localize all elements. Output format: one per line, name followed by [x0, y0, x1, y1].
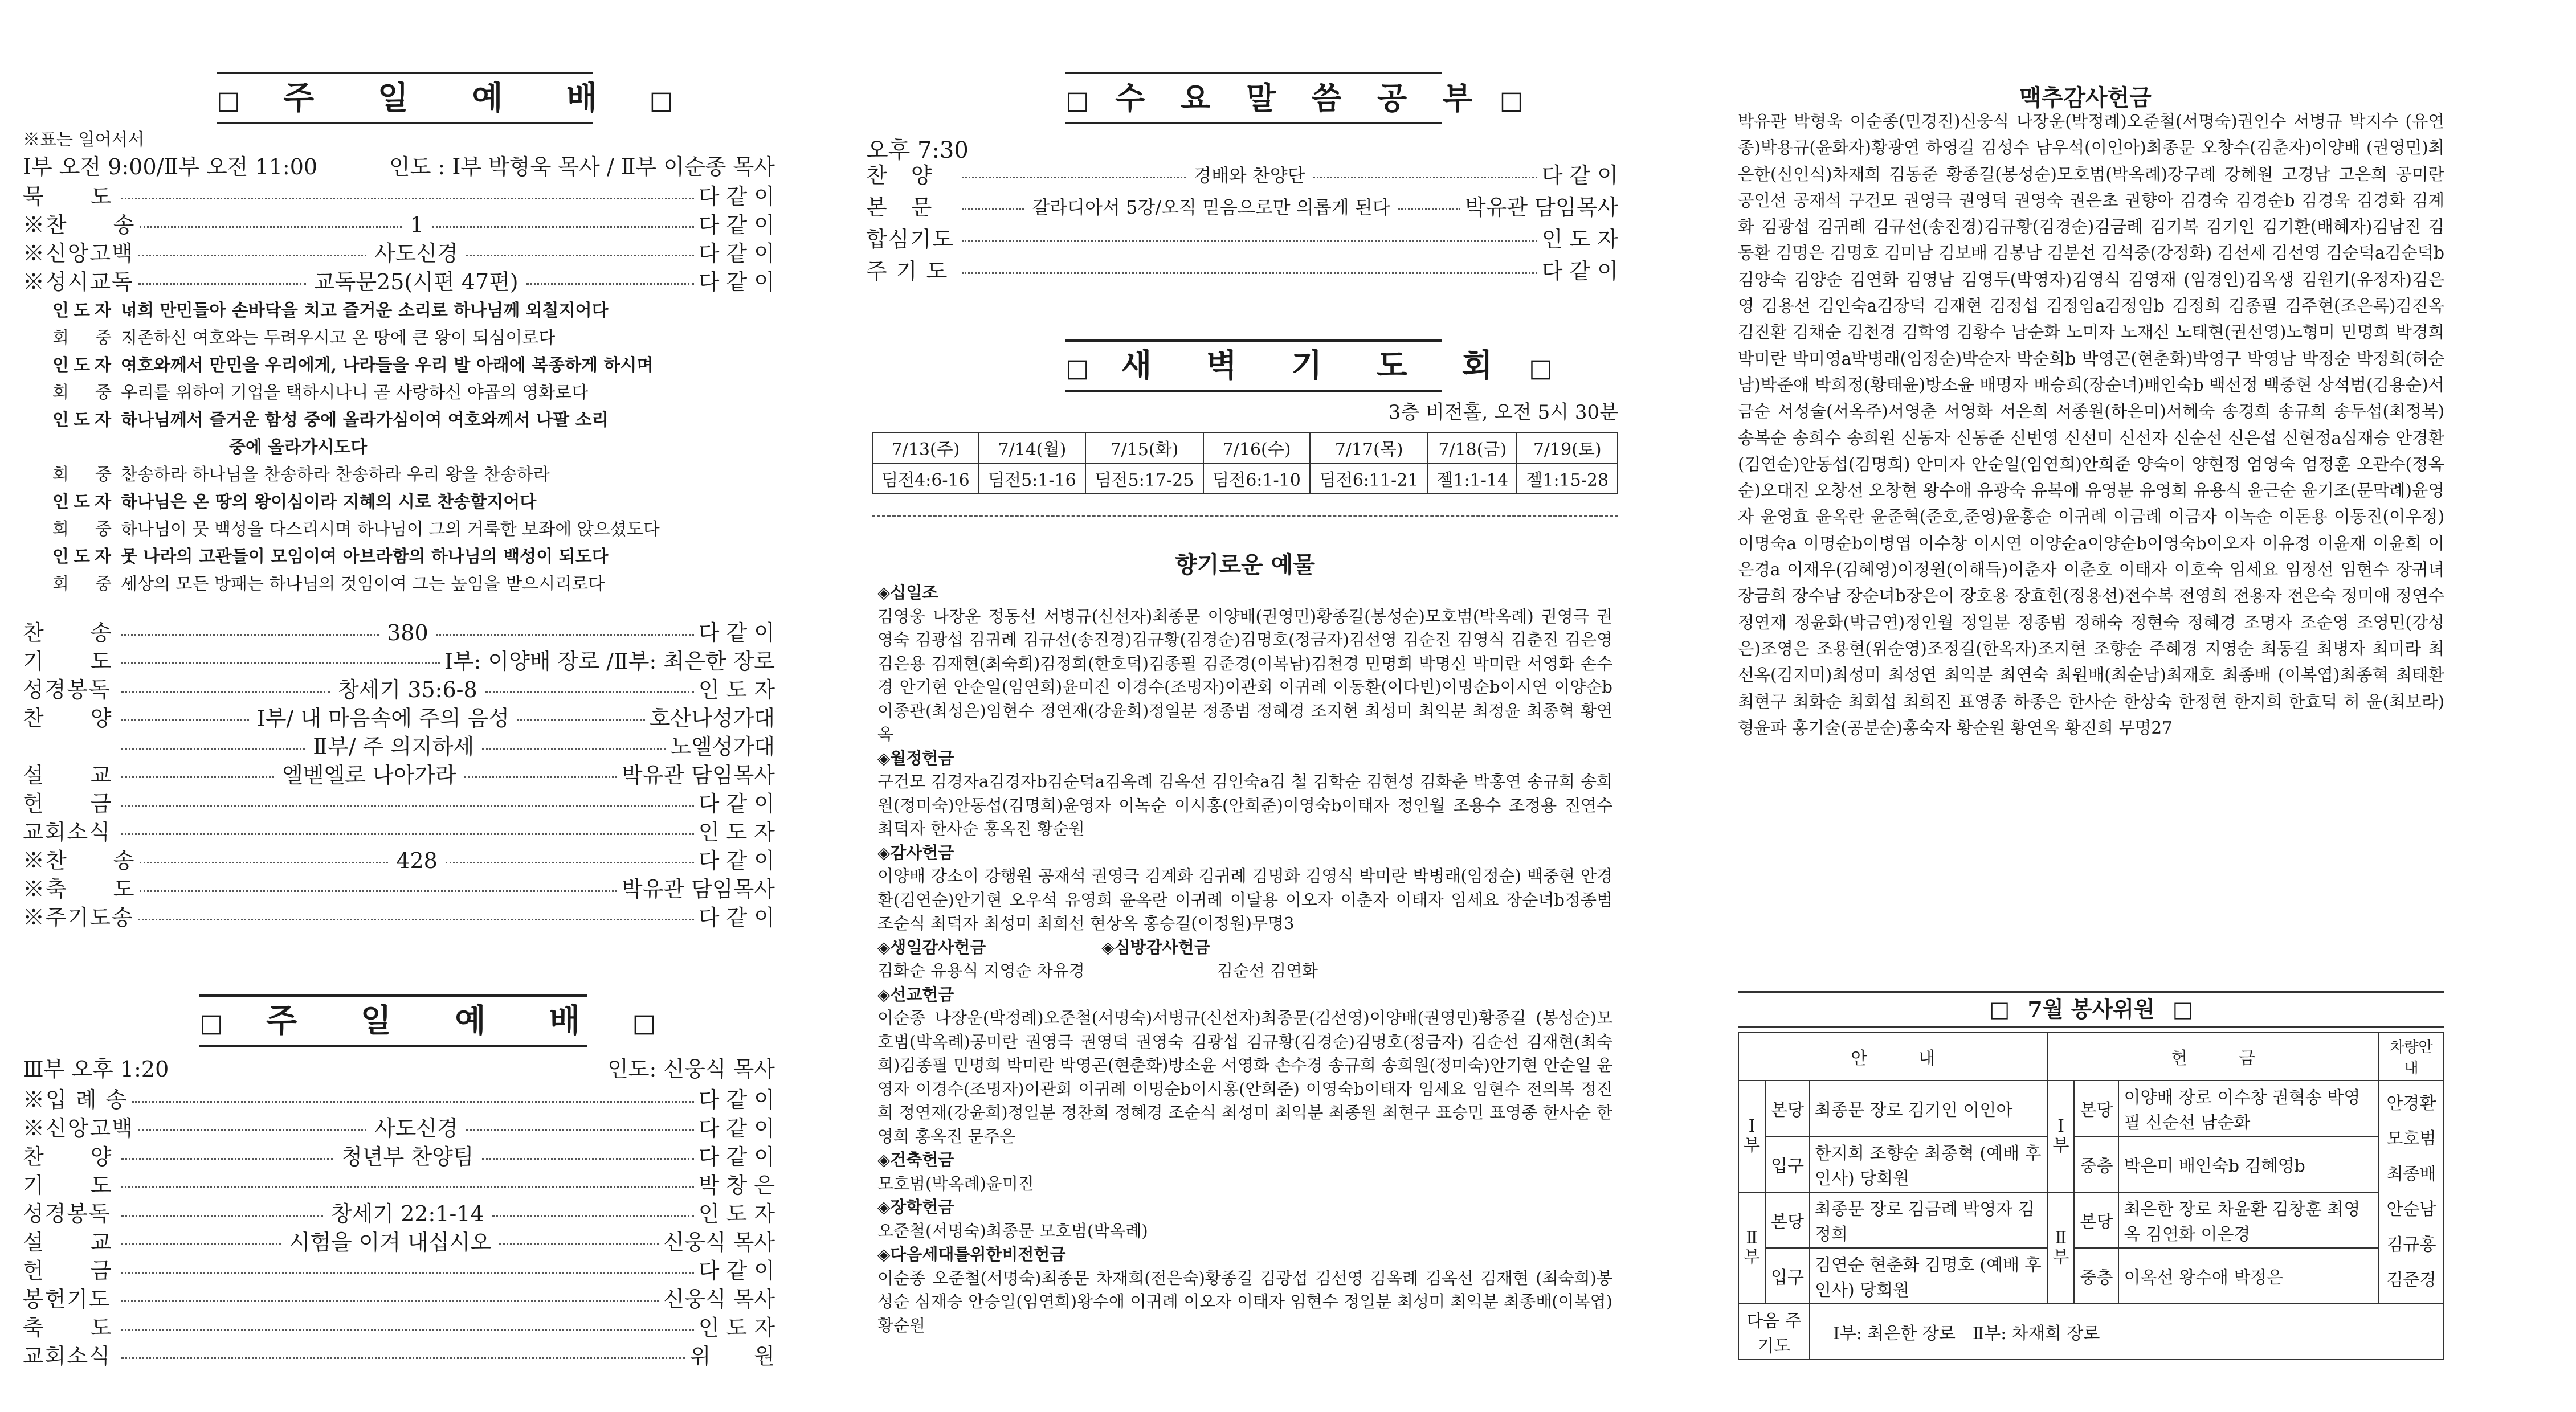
dawn-passage: 젤1:15-28 [1517, 463, 1618, 494]
leader-dots [962, 208, 1024, 210]
leader-dots [1398, 208, 1460, 210]
litany-speaker: 회 중 : [52, 383, 137, 403]
item-label: 본 문 [866, 195, 933, 220]
pm-time: Ⅲ부 오후 1:20 [23, 1057, 169, 1082]
litany-line [23, 571, 775, 598]
item-label: ※신앙고백 [23, 241, 134, 266]
entrance-label: 입구 [1765, 1248, 1810, 1304]
leader-dots [140, 890, 617, 892]
item-label: 찬 양 [23, 1144, 113, 1169]
worship-item [23, 818, 775, 846]
entrance-label: 입구 [1765, 1136, 1810, 1192]
leader-dots [121, 1329, 694, 1331]
offering-category: ◈생일감사헌금 ◈심방감사헌금 [877, 937, 1210, 957]
item-label: 기 도 [23, 1173, 113, 1198]
litany-speaker: 인도자 : [52, 355, 137, 375]
leader-dots [526, 283, 694, 285]
item-label: ※찬 송 [23, 212, 136, 238]
item-person: 다 같 이 [698, 905, 775, 930]
main-hall-label: 본당 [2074, 1192, 2118, 1248]
leader-dots [121, 1158, 333, 1160]
p1-offering-hall: 이양배 장로 이수창 권혁송 박영필 신순선 남순화 [2118, 1081, 2379, 1136]
litany-text: 찬송하라 하나님을 찬송하라 찬송하라 우리 왕을 찬송하라 [121, 465, 550, 485]
item-detail: 사도신경 [374, 1116, 458, 1141]
wednesday-item [866, 159, 1618, 191]
item-person: 다 같 이 [698, 1144, 775, 1169]
part1-label: Ⅰ부 [1738, 1081, 1765, 1192]
offering-category: ◈월정헌금 [877, 748, 954, 768]
dawn-day: 7/18(금) [1428, 432, 1517, 463]
dawn-passage: 젤1:1-14 [1428, 463, 1517, 494]
item-person: 다 같 이 [698, 1087, 775, 1112]
offering-names: 이순종 오준철(서명숙)최종문 차재희(전은숙)황종길 김광섭 김선영 김옥례 김옥선 김재현 (최숙희)봉성순 심재승 안승일(임연희)왕수애 이귀례 이오자 이태자 임현수 정일분 최성미 최익분 최종배(이복엽)황순원 [877, 1268, 1612, 1335]
leader-dots [138, 283, 306, 285]
item-person: 다 같 이 [698, 1116, 775, 1141]
leader-dots [121, 1186, 694, 1188]
dawn-passage: 딤전4:6-16 [872, 463, 979, 494]
volunteers-table [1738, 1032, 2444, 1360]
wednesday-item [866, 191, 1618, 223]
offering-names: 오준철(서명숙)최종문 모호범(박옥례) [877, 1221, 1148, 1241]
item-detail: 갈라디아서 5강/오직 믿음으로만 의롭게 된다 [1032, 197, 1390, 218]
worship-item [23, 1086, 775, 1114]
p2-guide-entrance: 김연순 현춘화 김명호 (예배 후 인사) 당회원 [1810, 1248, 2048, 1304]
dawn-passage: 딤전6:1-10 [1203, 463, 1310, 494]
pm-time-row [23, 1055, 775, 1083]
part2-label: Ⅱ부 [1738, 1192, 1765, 1304]
item-label: 설 교 [23, 763, 113, 788]
pm-order-of-worship [23, 1086, 775, 1370]
sunday-morning-column [23, 0, 781, 1412]
item-label: ※축 도 [23, 877, 136, 902]
item-person: 인 도 자 [698, 820, 775, 845]
item-person: 다 같 이 [698, 241, 775, 266]
dawn-day: 7/13(주) [872, 432, 979, 463]
offerings-list [877, 581, 1612, 1337]
header-car: 차량안내 [2379, 1033, 2444, 1081]
item-person: 다 같 이 [698, 848, 775, 873]
thanksgiving-column [1715, 0, 2456, 1412]
item-label: 찬 송 [23, 620, 113, 645]
litany-text: 여호와께서 만민을 우리에게, 나라들을 우리 발 아래에 복종하게 하시며 [121, 355, 654, 375]
p1-offering-mezzanine: 박은미 배인숙b 김혜영b [2118, 1136, 2379, 1192]
dawn-info: 3층 비전홀, 오전 5시 30분 [1388, 401, 1618, 424]
litany-text: 뭇 나라의 고관들이 모임이여 아브라함의 하나님의 백성이 되도다 [121, 547, 609, 567]
item-label: 찬 양 [866, 163, 933, 188]
service-leader: 인도 : Ⅰ부 박형욱 목사 / Ⅱ부 이순종 목사 [389, 154, 775, 179]
litany-line [23, 379, 775, 407]
worship-item [23, 1200, 775, 1228]
volunteers-title: □ 7월 봉사위원 □ [1738, 991, 2444, 1028]
service-time: Ⅰ부 오전 9:00/Ⅱ부 오전 11:00 [23, 154, 318, 179]
leader-dots [432, 226, 694, 228]
item-detail: 엘벧엘로 나아가라 [282, 763, 456, 788]
item-person: 신웅식 목사 [663, 1287, 775, 1312]
litany-line [23, 297, 775, 325]
worship-item [23, 1143, 775, 1171]
mezzanine-label: 중층 [2074, 1136, 2118, 1192]
item-person: 다 같 이 [698, 620, 775, 645]
litany-line [23, 461, 775, 489]
leader-dots [121, 805, 694, 807]
car-volunteer: 김규홍 [2386, 1235, 2436, 1255]
litany-text: 중에 올라가시도다 [229, 437, 368, 457]
leader-dots [121, 691, 330, 693]
p2-offering-mezzanine: 이옥선 왕수애 박정은 [2118, 1248, 2379, 1304]
item-person: 노엘성가대 [670, 734, 775, 759]
leader-dots [485, 691, 694, 693]
leader-dots [466, 255, 694, 256]
worship-item [23, 1257, 775, 1285]
pm-leader: 인도: 신웅식 목사 [607, 1057, 775, 1082]
litany-line [23, 352, 775, 379]
item-detail: 1 [410, 212, 424, 238]
offering-category: ◈십일조 [877, 583, 938, 602]
litany-text: 하나님이 뭇 백성을 다스리시며 하나님이 그의 거룩한 보좌에 앉으셨도다 [121, 519, 660, 539]
item-label: ※성시교독 [23, 269, 134, 294]
dawn-passage: 딤전5:1-16 [979, 463, 1085, 494]
weekday-column [866, 0, 1630, 1412]
main-hall-label: 본당 [1765, 1192, 1810, 1248]
leader-dots [138, 919, 694, 920]
worship-item [23, 704, 775, 732]
item-person: 박유관 담임목사 [621, 763, 775, 788]
item-label: 교회소식 [23, 820, 111, 845]
leader-dots [121, 1300, 659, 1302]
responsive-reading [23, 297, 775, 598]
item-detail: 428 [396, 848, 438, 873]
dawn-schedule-table [872, 432, 1618, 494]
worship-item [23, 182, 775, 211]
worship-item [23, 619, 775, 647]
leader-dots [1313, 177, 1537, 178]
offering-names: 이양배 강소이 강행원 공재석 권영극 김계화 김귀례 김명화 김영식 박미란 박병래(임정순) 백중현 안경환(김연순)안기현 오우석 유영희 윤옥란 이귀례 이달용 이오자 이춘자 이태자 임세요 장순녀b정종범 조순식 최덕자 최성미 최희선 현상옥 홍승길(이정원)무명3 [877, 866, 1612, 933]
p2-offering-hall: 최은한 장로 차윤환 김창훈 최영옥 김연화 이은경 [2118, 1192, 2379, 1248]
header-offering: 헌 금 [2048, 1033, 2379, 1081]
offering-names: 김화순 유용식 지영순 차유경 김순선 김연화 [877, 961, 1318, 980]
item-person: 인 도 자 [1541, 227, 1618, 252]
leader-dots [492, 1215, 694, 1217]
p1-guide-entrance: 한지희 조향순 최종혁 (예배 후 인사) 당회원 [1810, 1136, 2048, 1192]
item-person: 다 같 이 [698, 212, 775, 238]
dawn-day: 7/16(수) [1203, 432, 1310, 463]
offerings-title: 향기로운 예물 [1175, 551, 1315, 578]
wednesday-item [866, 223, 1618, 255]
next-prayer-label: 다음 주 기도 [1738, 1304, 1810, 1360]
leader-dots [121, 776, 274, 778]
worship-item [23, 761, 775, 789]
worship-item [23, 1313, 775, 1342]
litany-speaker: 회 중 : [52, 519, 137, 539]
item-person: Ⅰ부: 이양배 장로 /Ⅱ부: 최은한 장로 [444, 649, 775, 674]
leader-dots [140, 862, 388, 863]
item-detail: Ⅱ부/ 주 의지하세 [313, 734, 475, 759]
worship-item [23, 903, 775, 932]
item-person: 호산나성가대 [649, 706, 775, 731]
wednesday-time: 오후 7:30 [866, 137, 969, 163]
item-label: 봉헌기도 [23, 1287, 111, 1312]
leader-dots [446, 862, 694, 863]
leader-dots [962, 177, 1186, 178]
item-person: 다 같 이 [698, 791, 775, 816]
dawn-passage: 딤전6:11-21 [1310, 463, 1428, 494]
item-detail: 경배와 찬양단 [1194, 165, 1305, 186]
leader-dots [132, 1101, 693, 1103]
litany-text: 하나님은 온 땅의 왕이심이라 지혜의 시로 찬송할지어다 [121, 492, 537, 512]
offering-category: ◈건축헌금 [877, 1150, 954, 1169]
item-person: 다 같 이 [698, 184, 775, 209]
item-person: 박 창 은 [698, 1173, 775, 1198]
worship-item [23, 1228, 775, 1257]
leader-dots [464, 776, 617, 778]
car-volunteer: 모호범 [2386, 1129, 2436, 1149]
worship-item [23, 676, 775, 704]
dawn-passage: 딤전5:17-25 [1085, 463, 1203, 494]
item-label: 기 도 [23, 649, 113, 674]
offering-names: 모호범(박옥례)윤미진 [877, 1173, 1034, 1193]
mezzanine-label: 중층 [2074, 1248, 2118, 1304]
leader-dots [121, 748, 305, 750]
litany-speaker: 인도자 : [52, 410, 137, 430]
worship-item [23, 1285, 775, 1313]
litany-text: 하나님께서 즐거운 함성 중에 올라가심이여 여호와께서 나팔 소리 [121, 410, 609, 430]
p2-guide-hall: 최종문 장로 김금례 박영자 김정희 [1810, 1192, 2048, 1248]
offering-category: ◈감사헌금 [877, 842, 954, 862]
worship-item [23, 647, 775, 676]
item-label: ※찬 송 [23, 848, 136, 873]
item-label: ※신앙고백 [23, 1116, 134, 1141]
litany-line [23, 407, 775, 434]
litany-speaker: 회 중 : [52, 328, 137, 348]
leader-dots [482, 1158, 694, 1160]
item-person: 다 같 이 [1541, 259, 1618, 284]
car-volunteer: 최종배 [2386, 1164, 2436, 1184]
litany-text: 지존하신 여호와는 두려우시고 온 땅에 큰 왕이 되심이로다 [121, 328, 556, 348]
wednesday-order [866, 159, 1618, 287]
next-prayer: Ⅰ부: 최은한 장로 Ⅱ부: 차재희 장로 [1810, 1304, 2444, 1360]
litany-speaker: 인도자 : [52, 301, 137, 321]
litany-line [23, 325, 775, 352]
leader-dots [499, 1243, 659, 1245]
item-label: 묵 도 [23, 184, 113, 209]
item-detail: 사도신경 [374, 241, 458, 266]
litany-text: 우리를 위하여 기업을 택하시나니 곧 사랑하신 야곱의 영화로다 [121, 383, 589, 403]
offering-names: 이순종 나장운(박정례)오준철(서명숙)서병규(신선자)최종문(김선영)이양배(권영민)황종길 (봉성순)모호범(박옥례)공미란 권영극 권영덕 권영숙 김광섭 김규황(김경순)김명호(정금자) 김순선 김재현(최숙희)김종필 민명희 박미란 박영곤(현춘화)방소윤 서영화 손수경 송규희 송희원(정미숙)안기현 안순일 윤영자 이경수(조명자)이관회 이귀례 이명순b이시홍(안희준) 이영숙b이태자 임세요 임현수 전의복 정진희 정연재(강윤희)정일분 정찬희 정혜경 조순식 최성미 최익분 최종원 최현구 표승민 표영종 한사순 한영희 홍옥진 문주은 [877, 1008, 1612, 1146]
car-volunteer: 김준경 [2386, 1270, 2436, 1290]
order-of-worship-continued [23, 619, 775, 932]
leader-dots [436, 634, 694, 636]
leader-dots [121, 1272, 694, 1274]
item-label: 성경봉독 [23, 1201, 111, 1226]
offering-category: ◈다음세대를위한비전헌금 [877, 1245, 1066, 1264]
item-person: 다 같 이 [1541, 163, 1619, 188]
litany-speaker: 회 중 : [52, 465, 137, 485]
worship-item [23, 732, 775, 761]
leader-dots [121, 198, 694, 199]
dawn-day: 7/19(토) [1517, 432, 1618, 463]
sunday-pm-title: □ 주 일 예 배 □ [199, 994, 587, 1047]
item-detail: 380 [387, 620, 428, 645]
worship-item [23, 1114, 775, 1143]
litany-speaker: 인도자 : [52, 492, 137, 512]
litany-text: 너희 만민들아 손바닥을 치고 즐거운 소리로 하나님께 외칠지어다 [121, 301, 609, 321]
item-detail: 창세기 22:1-14 [330, 1201, 484, 1226]
wednesday-item [866, 255, 1618, 287]
item-label: 성경봉독 [23, 677, 111, 702]
item-label: 축 도 [23, 1315, 113, 1340]
leader-dots [517, 719, 645, 721]
leader-dots [962, 272, 1537, 274]
leader-dots [121, 719, 249, 721]
litany-line [23, 489, 775, 516]
leader-dots [140, 226, 402, 228]
divider [872, 515, 1618, 517]
leader-dots [121, 662, 440, 664]
order-of-worship [23, 182, 775, 296]
litany-text: 세상의 모든 방패는 하나님의 것임이여 그는 높임을 받으시리로다 [121, 574, 605, 594]
item-detail: 시험을 이겨 내십시오 [289, 1230, 491, 1255]
offering-names: 김영웅 나장운 정동선 서병규(신선자)최종문 이양배(권영민)황종길(봉성순)모호범(박옥례) 권영극 권영숙 김광섭 김귀례 김규선(송진경)김규황(김경순)김명호(정금자)김선영 김순진 김영식 김춘진 김은영 김은용 김재현(최숙희)김정희(한호덕)김종필 김준경(이복남)김천경 민명희 박명신 박미란 서영화 손수경 안기현 안순일(임연희)윤미진 이경수(조명자)이관회 이귀례 이동환(이다빈)이명순b이시연 이양순b이종관(최성은)임현수 정연재(강윤희)정일분 정종범 정혜경 조지현 최성미 최익분 최정윤 최종혁 황연옥 [877, 606, 1612, 744]
item-detail: 교독문25(시편 47편) [313, 269, 519, 294]
standing-note: ※표는 일어서서 [23, 130, 145, 150]
leader-dots [121, 1243, 281, 1245]
part2-label: Ⅱ부 [2048, 1192, 2075, 1304]
item-person: 박유관 담임목사 [1464, 195, 1619, 220]
wednesday-title: □ 수 요 말 씀 공 부 □ [1065, 72, 1442, 124]
worship-item [23, 1171, 775, 1200]
header-guide: 안 내 [1738, 1033, 2048, 1081]
leader-dots [482, 748, 666, 750]
sunday-am-title: □ 주 일 예 배 □ [217, 72, 593, 124]
item-person: 위 원 [689, 1344, 775, 1369]
p1-guide-hall: 최종문 장로 김기인 이인아 [1810, 1081, 2048, 1136]
item-label: 헌 금 [23, 791, 113, 816]
worship-item [23, 211, 775, 239]
dawn-day: 7/17(목) [1310, 432, 1428, 463]
leader-dots [121, 1215, 323, 1217]
leader-dots [121, 634, 379, 636]
litany-speaker: 회 중 : [52, 574, 137, 594]
thanks-title: 맥추감사헌금 [2019, 84, 2152, 111]
service-time-row [23, 153, 775, 181]
leader-dots [138, 1129, 366, 1131]
leader-dots [466, 1129, 694, 1131]
dawn-day: 7/15(화) [1085, 432, 1203, 463]
leader-dots [121, 833, 694, 835]
car-list [2384, 1086, 2439, 1298]
car-volunteer: 안순남 [2386, 1200, 2436, 1219]
item-person: 다 같 이 [698, 269, 775, 294]
item-label: 찬 양 [23, 706, 113, 731]
dawn-day: 7/14(월) [979, 432, 1085, 463]
leader-dots [962, 240, 1537, 242]
litany-line [23, 434, 775, 461]
item-person: 인 도 자 [698, 1201, 775, 1226]
dawn-title: □ 새 벽 기 도 회 □ [1065, 339, 1442, 392]
item-label: 헌 금 [23, 1258, 113, 1283]
offering-category: ◈장학헌금 [877, 1197, 954, 1217]
item-person: 인 도 자 [698, 1315, 775, 1340]
worship-item [23, 875, 775, 903]
item-person: 박유관 담임목사 [621, 877, 775, 902]
offering-names: 구건모 김경자a김경자b김순덕a김옥례 김옥선 김인숙a김 철 김학순 김현성 김화춘 박홍연 송규희 송희원(정미숙)안동섭(김명희)윤영자 이녹순 이시홍(안희준)이영숙b이태자 정인월 조용수 조정용 진연수 최덕자 한사순 홍옥진 황순원 [877, 772, 1612, 838]
offering-category: ◈선교헌금 [877, 984, 954, 1004]
litany-line [23, 516, 775, 543]
item-detail: Ⅰ부/ 내 마음속에 주의 음성 [256, 706, 509, 731]
item-label: ※입 례 송 [23, 1087, 128, 1112]
thanks-list: 박유관 박형욱 이순종(민경진)신웅식 나장운(박정례)오준철(서명숙)권인수 서병규 박지수 (유연종)박용규(윤화자)황광연 하영길 김성수 남우석(이인아)최종문 오창수(김춘자)이양배 (권영민)최은한(신인식)차재희 김동준 황종길(봉성순)모호범(박옥례)강구례 강혜원 고경남 고은희 공미란 공인선 공재석 구건모 권영극 권영덕 권영숙 권은초 권향아 김경숙 김경순b 김경욱 김경화 김계화 김광섭 김귀례 김규선(송진경)김규황(김경순)김금례 김기복 김기인 김기환(배혜자)김남진 김동환 김명은 김명호 김미남 김보배 김봉남 김분선 김석중(강정화) 김선세 김선영 김순덕a김순덕b김양숙 김양순 김연화 김영남 김영두(박영자)김영식 김영재 (임경인)김옥생 김원기(유정자)김은영 김용선 김인숙a김장덕 김재현 김정섭 김정임a김정임b 김정희 김종필 김주현(조은록)김진옥 김진환 김채순 김천경 김학영 김황수 남순화 노미자 노재신 노태현(권선영)노형미 민명희 박경희 박미란 박미영a박병래(임정순)박순자 박순희b 박영곤(현춘화)박영구 박영남 박정순 박정희(허순남)박준애 박희정(황태윤)방소윤 배명자 배승희(장순녀)배인숙b 백선정 백중현 상석범(김용순)서금순 서성술(서옥주)서영춘 서영화 서은희 서종원(하은미)서혜숙 송경희 송규희 송두섭(최정복)송복순 송희수 송희원 신동자 신동준 신번영 신선미 신선자 신순선 신은섭 신현정a심재승 안경환(김연순)안동섭(김명희) 안미자 안순일(임연희)안희준 양숙이 양현정 엄영숙 엄정훈 오관수(정옥순)오대진 오창선 오창현 왕수애 유광숙 유복애 유영분 유영희 유용식 윤근순 윤기조(문막례)윤영자 윤영효 윤옥란 윤준혁(준호,준영)윤홍순 이귀례 이금례 이금자 이녹순 이돈용 이동진(이우정)이명숙a 이명순b이병엽 이수창 이시연 이양순a이양순b이영숙b이오자 이유정 이윤재 이윤희 이은경a 이재우(김혜영)이정원(이해득)이춘자 이춘호 이태자 이호숙 임세요 임정선 임현수 장귀녀 장금희 장수남 장순녀b장은이 장호용 장효헌(정용선)전수복 전영희 전용자 전은숙 정미애 정연수 정연재 정윤화(박금연)정인월 정일분 정종범 정해숙 정현숙 정혜경 조명자 조순영 조영민(강성은)조영은 조용현(위순영)조정길(한옥자)조지현 조향순 주혜경 지영순 최동길 최병자 최미라 최선옥(김지미)최성미 최성연 최익분 최연숙 최원배(최순남)최재호 최종배 (이복엽)최종혁 최태환 최현구 최화순 최회섭 최희진 표영종 하종은 한사순 한상숙 한정현 한지희 한효덕 허 윤(최보라)형윤파 홍기술(공분순)홍숙자 황순원 황연옥 황진희 무명27 [1738, 112, 2444, 738]
item-detail: 창세기 35:6-8 [338, 677, 477, 702]
main-hall-label: 본당 [2074, 1081, 2118, 1136]
item-person: 다 같 이 [698, 1258, 775, 1283]
litany-line [23, 543, 775, 571]
worship-item [23, 846, 775, 875]
item-label: 주 기 도 [866, 259, 949, 284]
item-label: ※주기도송 [23, 905, 134, 930]
leader-dots [121, 1357, 685, 1359]
worship-item [23, 268, 775, 296]
item-label: 설 교 [23, 1230, 113, 1255]
main-hall-label: 본당 [1765, 1081, 1810, 1136]
item-person: 신웅식 목사 [663, 1230, 775, 1255]
item-person: 인 도 자 [698, 677, 775, 702]
worship-item [23, 239, 775, 268]
item-label: 교회소식 [23, 1344, 111, 1369]
car-guides [2379, 1081, 2444, 1304]
leader-dots [138, 255, 366, 256]
item-detail: 청년부 찬양팀 [341, 1144, 474, 1169]
worship-item [23, 1342, 775, 1370]
car-volunteer: 안경환 [2386, 1094, 2436, 1114]
litany-speaker: 인도자 : [52, 547, 137, 567]
worship-item [23, 789, 775, 818]
part1-label: Ⅰ부 [2048, 1081, 2075, 1192]
item-label: 합심기도 [866, 227, 954, 252]
